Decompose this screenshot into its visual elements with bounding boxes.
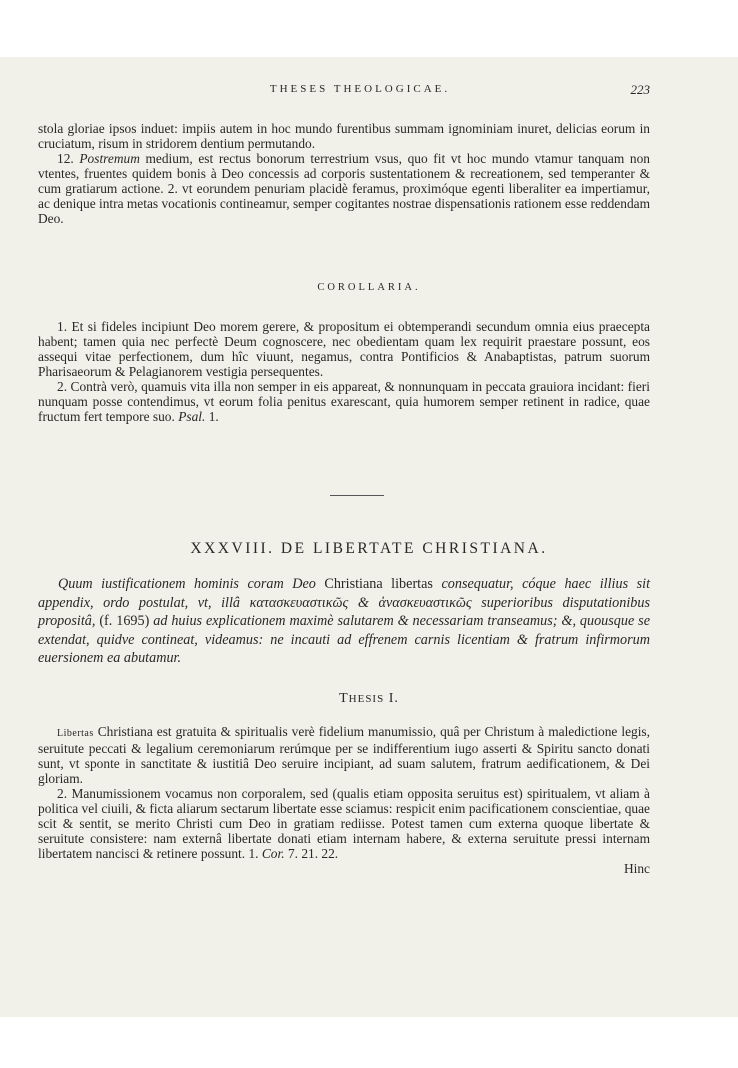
italic-term: Postremum bbox=[79, 151, 140, 166]
page-header bbox=[0, 83, 738, 101]
scripture-reference: Psal. bbox=[178, 409, 206, 424]
continued-text-block bbox=[38, 121, 650, 226]
thesis-paragraph-2: 2. Manumissionem vocamus non corporalem, sed (qualis etiam opposita seruitus est) spiritualem, vt aliam à politica vel ciuili, & ficta aliarum sectarum libertate esse sciamus: respicit enim pacificationem conscientiae, quae scit & sentit, se merito Christi cum Deo in gratiam rediisse. Potest tamen cum externa quoque libertate & seruitute consistere: nam externâ libertate donati etiam internam habere, & externa seruitute pressi internam libertatem nancisci & retinere possunt. 1. Cor. 7. 21. 22. bbox=[38, 786, 650, 861]
thesis-text-block bbox=[38, 724, 650, 876]
chapter-title: XXXVIII. DE LIBERTATE CHRISTIANA. bbox=[190, 540, 548, 557]
thesis-heading: THESIS I. bbox=[339, 691, 399, 706]
page-number: 223 bbox=[630, 82, 650, 97]
chapter-introduction: Quum iustificationem hominis coram Deo Christiana libertas consequatur, cóque haec illius sit appendix, ordo postulat, vt, illâ κατασκευαστικῶς & ἀνασκευαστικῶς superioribus disputationibus propositâ, (f. 1695) ad huius explicationem maximè salutarem & necessariam transeamus; &, quousque se extendat, quidve contineat, videamus: ne incauti ad effrenem carnis licentiam & fratrum infirmorum euersionem ea abutamur. bbox=[38, 576, 651, 666]
scripture-reference: Cor. bbox=[261, 846, 285, 861]
paragraph-12: 12. Postremum medium, est rectus bonorum terrestrium vsus, quo fit vt hoc mundo vtamur tanquam non vtentes, fruentes quidem bonis à Deo concessis ad corporis sustentationem & recreationem, sed temperanter & cum gratiarum actione. 2. vt eorundem penuriam placidè feramus, proximóque egenti liberaliter ea impertiamur, ac denique intra metas vocationis contineamur, semper cogitantes nostrae dispensationis rationem esse reddendam Deo. bbox=[38, 151, 650, 226]
folio-reference: (f. 1695) bbox=[99, 613, 150, 629]
section-divider bbox=[330, 495, 384, 496]
paragraph-continued: stola gloriae ipsos induet: impiis autem in hoc mundo furentibus summam ignominiam inuret, delicias eorum in cruciatum, risum in stridorem dentium permutando. bbox=[38, 121, 650, 151]
corollaria-heading: COROLLARIA. bbox=[317, 282, 421, 293]
corollary-2: 2. Contrà verò, quamuis vita illa non semper in eis appareat, & nonnunquam in peccata grauiora incidant: fieri nunquam posse contendimus, vt eorum folia penitus exarescant, quia humorem semper retinent in radice, quae fructum fert tempore suo. Psal. 1. bbox=[38, 379, 650, 424]
thesis-paragraph-1: Libertas Christiana est gratuita & spiritualis verè fidelium manumissio, quâ per Christum à maledictione legis, seruitute peccati & legalium ceremoniarum rerúmque per se indifferentium iugo asserti & Spiritu sancto donati sunt, vt sponte in sanctitate & iustitiâ Deo seruire incipiant, ad suam salutem, fratrum aedificationem, & Dei gloriam. bbox=[38, 724, 650, 786]
running-title: THESES THEOLOGICAE. bbox=[269, 83, 451, 95]
greek-term: κατασκευαστικῶς bbox=[249, 594, 349, 611]
greek-term: ἀνασκευαστικῶς bbox=[378, 594, 472, 611]
catchword: Hinc bbox=[623, 861, 650, 876]
corollary-1: 1. Et si fideles incipiunt Deo morem gerere, & propositum ei obtemperandi secundum omnia eius praecepta habent; tamen quia nec perfectè Deum cognoscere, nec obedientam quam lex requirit praestare possunt, eos assequi vitae perfectionem, dum hîc viuunt, negamus, contra Pontificios & Anabaptistas, patrum suorum Pharisaeorum & Pelagianorem vestigia persequentes. bbox=[38, 319, 650, 379]
corollaria-block bbox=[38, 319, 650, 424]
